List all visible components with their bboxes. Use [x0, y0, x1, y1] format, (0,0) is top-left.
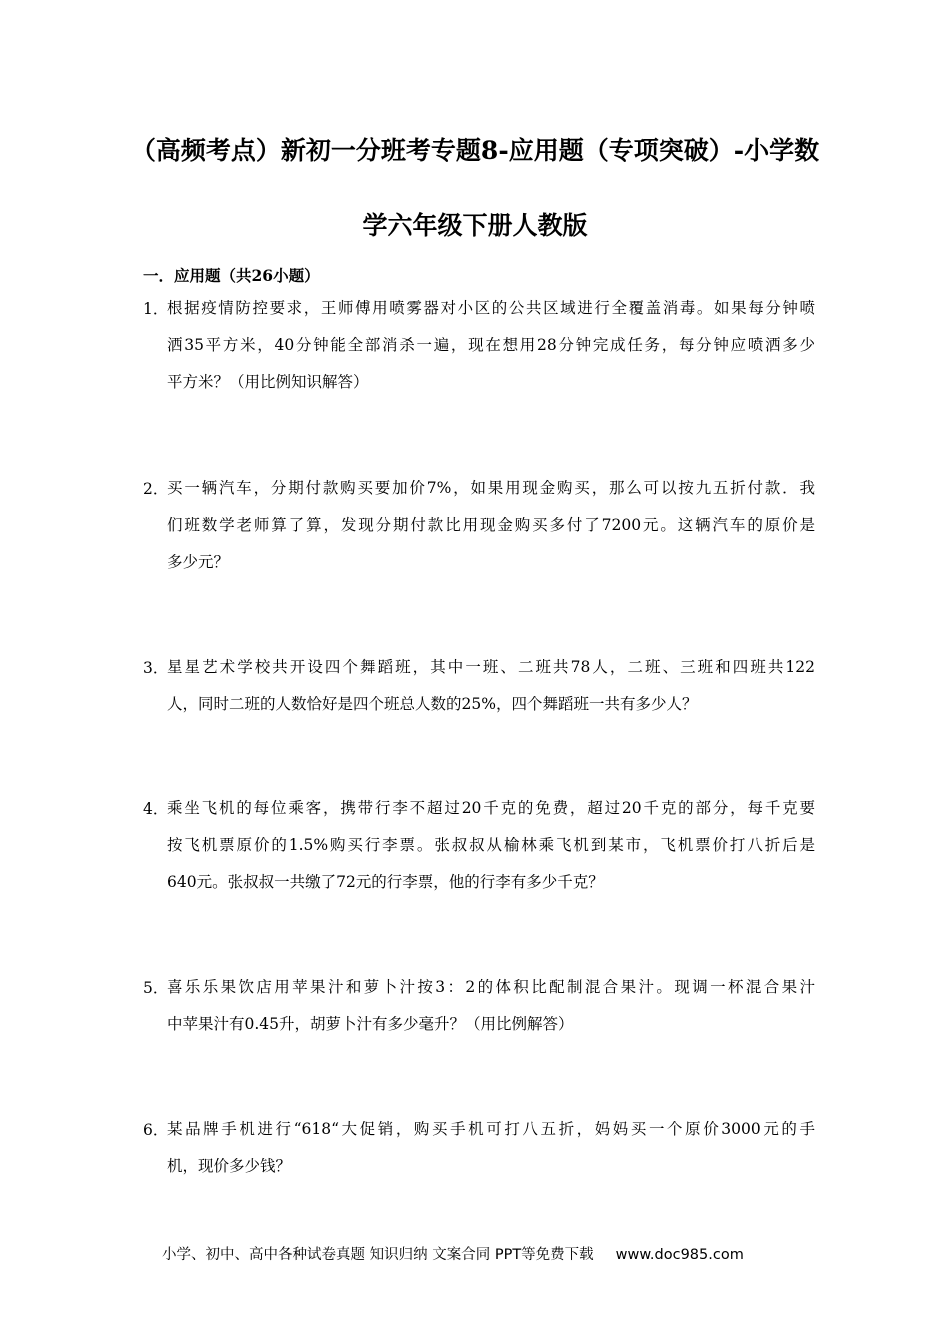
question-number: 3． — [143, 659, 169, 677]
document-title-line-1: （高频考点）新初一分班考专题8-应用题（专项突破）-小学数 — [130, 136, 820, 165]
question-text-line: 多少元？ — [167, 553, 230, 571]
question-1 — [143, 297, 815, 408]
question-text-line: 喜乐乐果饮店用苹果汁和萝卜汁按3：2的体积比配制混合果汁。现调一杯混合果汁 — [167, 978, 815, 996]
question-text-line: 中苹果汁有0.45升，胡萝卜汁有多少毫升？（用比例解答） — [167, 1015, 574, 1033]
question-number: 5． — [143, 979, 169, 997]
question-text-line: 们班数学老师算了算，发现分期付款比用现金购买多付了7200元。这辆汽车的原价是 — [167, 516, 815, 534]
question-text-line: 按飞机票原价的1.5%购买行李票。张叔叔从榆林乘飞机到某市，飞机票价打八折后是 — [167, 836, 815, 854]
question-text-line: 某品牌手机进行“618“大促销，购买手机可打八五折，妈妈买一个原价3000元的手 — [167, 1120, 815, 1138]
question-5 — [143, 976, 815, 1050]
page-footer — [162, 1243, 744, 1264]
question-number: 6． — [143, 1121, 169, 1139]
question-3 — [143, 656, 815, 730]
question-text-line: 平方米？（用比例知识解答） — [167, 373, 369, 391]
question-6 — [143, 1118, 815, 1192]
question-text-line: 乘坐飞机的每位乘客，携带行李不超过20千克的免费，超过20千克的部分，每千克要 — [167, 799, 815, 817]
question-4 — [143, 797, 815, 908]
question-text-line: 640元。张叔叔一共缴了72元的行李票，他的行李有多少千克？ — [167, 873, 604, 891]
question-number: 1． — [143, 300, 169, 318]
footer-url-link[interactable]: www.doc985.com — [615, 1247, 744, 1263]
footer-text: 小学、初中、高中各种试卷真题 知识归纳 文案合同 PPT等免费下载 — [162, 1247, 594, 1263]
question-text-line: 洒35平方米，40分钟能全部消杀一遍，现在想用28分钟完成任务，每分钟应喷洒多少 — [167, 336, 815, 354]
question-text-line: 人，同时二班的人数恰好是四个班总人数的25%，四个舞蹈班一共有多少人？ — [167, 695, 698, 713]
section-heading: 一．应用题（共26小题） — [143, 266, 320, 285]
question-2 — [143, 477, 815, 588]
question-number: 4． — [143, 800, 169, 818]
question-text-line: 机，现价多少钱？ — [167, 1157, 292, 1175]
question-text-line: 根据疫情防控要求，王师傅用喷雾器对小区的公共区域进行全覆盖消毒。如果每分钟喷 — [167, 299, 815, 317]
question-number: 2． — [143, 480, 169, 498]
question-text-line: 买一辆汽车，分期付款购买要加价7%，如果用现金购买，那么可以按九五折付款．我 — [167, 479, 815, 497]
question-text-line: 星星艺术学校共开设四个舞蹈班，其中一班、二班共78人，二班、三班和四班共122 — [167, 658, 815, 676]
document-title-line-2: 学六年级下册人教版 — [362, 211, 588, 240]
